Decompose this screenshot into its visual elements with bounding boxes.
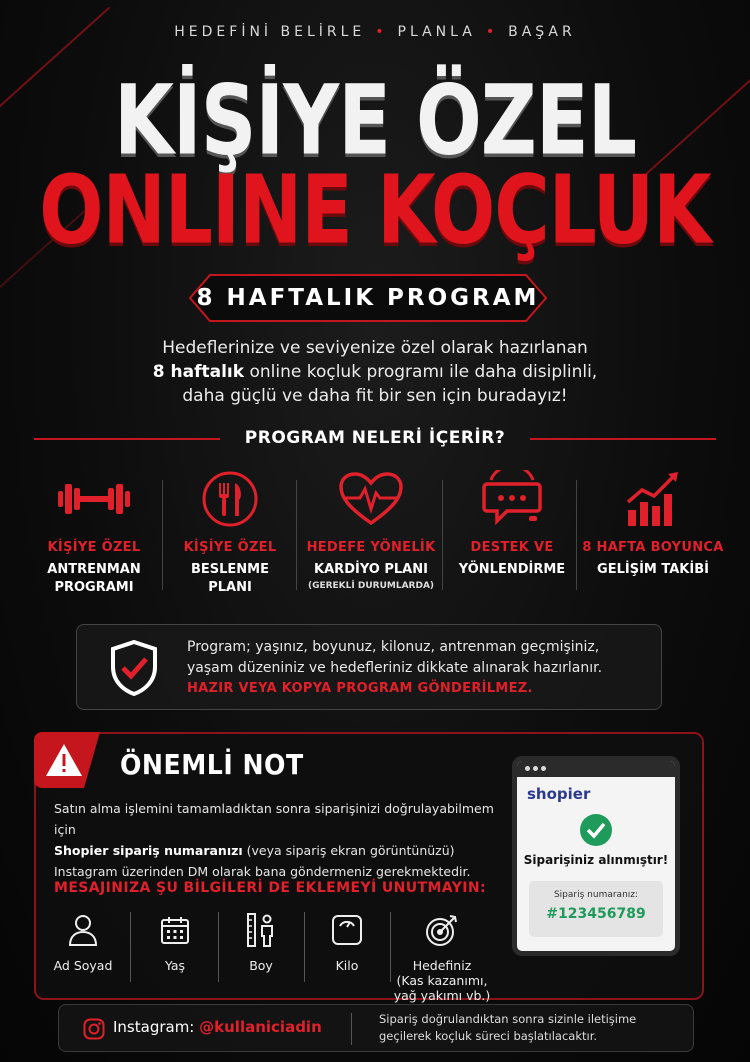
feature-highlight: 8 HAFTA BOYUNCA: [582, 540, 724, 555]
info-label: Yaş: [164, 958, 186, 973]
note-line: [54, 840, 514, 861]
assurance-text: [187, 637, 647, 679]
note-bold: Shopier sipariş numaranızı: [54, 843, 243, 858]
footer-line: Sipariş doğrulandıktan sonra sizinle iletişime: [379, 1012, 637, 1026]
bullet-icon: •: [485, 24, 499, 40]
program-badge: [188, 274, 548, 322]
feature-support: [442, 468, 582, 608]
order-number-box: [529, 881, 663, 937]
warning-icon: [34, 732, 100, 788]
note-text: [54, 798, 514, 882]
assurance-line: yaşam düzeniniz ve hedefleriniz dikkate alınarak hazırlanır.: [187, 660, 603, 676]
footer: [58, 1004, 694, 1052]
instagram-icon[interactable]: [83, 1018, 105, 1040]
program-label: 8 HAFTALIK PROGRAM: [196, 285, 540, 311]
feature-training: [24, 468, 164, 608]
intro-bold: 8 haftalık: [152, 362, 245, 382]
note-line: Satın alma işlemini tamamladıktan sonra siparişinizi doğrulayabilmem için: [54, 801, 494, 837]
divider: [390, 912, 391, 982]
tagline-part: PLANLA: [397, 24, 476, 40]
feature-label: YÖNLENDİRME: [458, 562, 566, 577]
feature-label: BESLENME PLANI: [190, 562, 269, 595]
bullet-icon: •: [375, 24, 388, 40]
divider: [130, 912, 131, 982]
order-number: #123456789: [546, 906, 646, 922]
feature-highlight: DESTEK VE: [470, 540, 554, 555]
height-icon: [246, 912, 276, 948]
feature-list: [24, 468, 726, 608]
feature-cardio: [296, 468, 446, 608]
intro-line: Hedeflerinize ve seviyenize özel olarak hazırlanan: [162, 338, 588, 358]
feature-label: KARDİYO PLANI: [314, 562, 428, 577]
section-heading: [34, 428, 716, 450]
note-title: ÖNEMLİ NOT: [120, 748, 304, 781]
footer-line: geçilerek koçluk süreci başlatılacaktır.: [379, 1029, 598, 1043]
divider: [576, 480, 577, 590]
important-note: [34, 732, 704, 1003]
instagram-label: Instagram:: [113, 1018, 195, 1036]
divider: [530, 438, 716, 440]
info-age: [132, 910, 218, 973]
scale-icon: [331, 914, 363, 946]
shield-check-icon: [109, 639, 159, 697]
growth-chart-icon: [624, 470, 682, 528]
chat-support-icon: [481, 470, 543, 528]
intro-text: [0, 336, 750, 408]
assurance-warning: HAZIR VEYA KOPYA PROGRAM GÖNDERİLMEZ.: [187, 681, 533, 696]
feature-highlight: HEDEFE YÖNELİK: [306, 540, 436, 555]
title-line-2: ONLINE KOÇLUK: [39, 155, 711, 265]
target-icon: [425, 913, 459, 947]
assurance-box: [76, 624, 662, 710]
order-label: Sipariş numaranız:: [553, 890, 639, 900]
tagline: [0, 24, 750, 40]
fork-knife-icon: [201, 470, 259, 528]
intro-line: daha güçlü ve daha fit bir sen için buradayız!: [182, 386, 568, 406]
order-status: Siparişiniz alınmıştır!: [523, 853, 669, 867]
info-label: Kilo: [335, 958, 359, 973]
note-rest: (veya sipariş ekran görüntünüzü): [242, 843, 455, 858]
calendar-icon: [160, 915, 190, 945]
check-icon: [579, 813, 613, 847]
assurance-line: Program; yaşınız, boyunuz, kilonuz, antrenman geçmişiniz,: [187, 639, 600, 655]
shopier-logo: shopier: [527, 785, 591, 803]
feature-nutrition: [160, 468, 300, 608]
feature-note: (GEREKLİ DURUMLARDA): [307, 581, 435, 591]
intro-rest: online koçluk programı ile daha disiplinli,: [244, 362, 598, 382]
dumbbell-icon: [56, 479, 132, 519]
feature-highlight: KİŞİYE ÖZEL: [183, 540, 277, 555]
phone-status-bar: [517, 761, 675, 777]
note-line: Instagram üzerinden DM olarak bana göndermeniz gerekmektedir.: [54, 864, 471, 879]
tagline-part: BAŞAR: [508, 24, 576, 40]
reminder-heading: MESAJINIZA ŞU BİLGİLERİ DE EKLEMEYİ UNUTMAYIN:: [54, 880, 486, 896]
info-goal: [392, 910, 492, 1003]
info-label: Hedefiniz (Kas kazanımı, yağ yakımı vb.): [393, 958, 491, 1003]
divider: [351, 1013, 352, 1045]
feature-label: GELİŞİM TAKİBİ: [597, 562, 709, 577]
footer-text: [379, 1011, 679, 1045]
instagram-handle[interactable]: @kullaniciadin: [199, 1018, 322, 1036]
order-confirmation-mockup: [512, 756, 680, 956]
intro-line: [0, 360, 750, 384]
info-name: [40, 910, 126, 973]
info-height: [218, 910, 304, 973]
feature-label: ANTRENMAN PROGRAMI: [47, 562, 141, 595]
info-label: Boy: [249, 958, 273, 973]
section-title: PROGRAM NELERİ İÇERİR?: [244, 428, 506, 448]
user-icon: [68, 914, 98, 946]
instagram-contact[interactable]: [113, 1018, 322, 1036]
info-label: Ad Soyad: [53, 958, 113, 973]
feature-highlight: KİŞİYE ÖZEL: [47, 540, 141, 555]
tagline-part: HEDEFİNİ BELİRLE: [174, 24, 366, 40]
title-line-1: KİŞİYE ÖZEL: [113, 65, 637, 177]
heart-pulse-icon: [338, 471, 404, 527]
info-weight: [304, 910, 390, 973]
feature-progress: [580, 468, 726, 608]
